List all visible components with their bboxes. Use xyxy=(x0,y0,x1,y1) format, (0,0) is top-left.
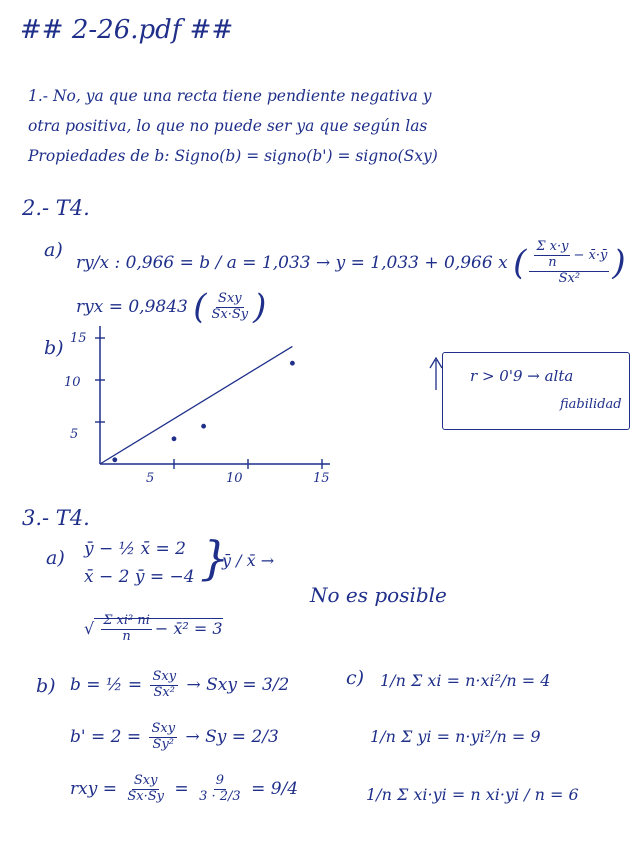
q2-a-correlation: ryx = 0,9843 xyxy=(76,297,188,318)
frac-num: Sxy xyxy=(152,669,177,684)
data-point xyxy=(172,436,177,441)
q3-a-label: a) xyxy=(46,547,65,569)
arrow-icon xyxy=(430,358,442,390)
frac-den: Sx·Sy xyxy=(127,788,164,804)
q3-c-line-1: 1/n Σ xi = n·xi²/n = 4 xyxy=(380,671,551,690)
text: = xyxy=(174,778,189,799)
paren-right: ) xyxy=(612,242,626,283)
frac-den: Sx² xyxy=(153,684,175,700)
q1-line-2: otra positiva, lo que no puede ser ya que según las xyxy=(28,117,428,135)
q1-line-1: 1.- No, ya que una recta tiene pendiente negativa y xyxy=(28,87,432,105)
paren-left: ( xyxy=(193,287,207,327)
brace: } xyxy=(200,531,230,585)
fraction xyxy=(125,774,166,805)
q3-b-line-1 xyxy=(70,670,289,701)
q2-a-regression: ry/x : 0,966 = b / a = 1,033 → y = 1,033 + 0,966 x xyxy=(76,252,508,273)
q3-c-label: c) xyxy=(346,667,365,689)
x-tick-label: 15 xyxy=(313,471,330,486)
q2-a-label: a) xyxy=(44,239,63,261)
y-tick-label: 5 xyxy=(70,427,79,442)
root-tail: − x̄² = 3 xyxy=(154,618,223,638)
note-box xyxy=(442,352,630,430)
x-tick-label: 5 xyxy=(146,471,155,486)
q3-b-line-2 xyxy=(70,722,279,753)
fraction xyxy=(149,722,177,753)
q3-a-eq-1: ȳ − ½ x̄ = 2 xyxy=(84,539,186,559)
data-point xyxy=(112,457,117,462)
q3-no-posible: No es posible xyxy=(310,583,447,607)
fit-line xyxy=(100,346,292,464)
frac-den: Sy² xyxy=(152,736,175,752)
data-point xyxy=(290,361,295,366)
q3-heading: 3.- T4. xyxy=(22,506,90,530)
fraction xyxy=(150,670,178,701)
sqrt-sign: √ xyxy=(84,618,95,638)
frac-tail: − x̄·ȳ xyxy=(573,247,608,263)
fraction xyxy=(101,614,152,645)
frac-den: 3 · 2/3 xyxy=(199,788,241,804)
frac-den: Sx·Sy xyxy=(211,307,249,323)
fraction xyxy=(197,774,243,805)
q3-a-result: ȳ / x̄ → xyxy=(222,551,275,570)
x-tick-label: 10 xyxy=(226,471,243,486)
q3-b-line-3 xyxy=(70,774,298,805)
q3-c-line-2: 1/n Σ yi = n·yi²/n = 9 xyxy=(370,727,541,746)
frac-den: n xyxy=(548,254,557,270)
q3-b-label: b) xyxy=(36,675,56,697)
sqrt-body xyxy=(94,613,223,644)
note-text-2: fiabilidad xyxy=(560,397,622,412)
q2-heading: 2.- T4. xyxy=(22,196,90,220)
frac-num: Σ x·y xyxy=(536,239,569,254)
page-title: ## 2-26.pdf ## xyxy=(20,15,234,45)
frac-num: Σ xi² ni xyxy=(103,613,150,628)
q2-b-label: b) xyxy=(44,337,64,359)
y-tick-label: 15 xyxy=(70,331,87,346)
text: = 9/4 xyxy=(251,778,299,799)
frac-num: Sxy xyxy=(218,291,242,307)
data-point xyxy=(201,424,206,429)
frac-num: Sxy xyxy=(151,721,176,736)
q3-a-root xyxy=(84,614,223,645)
paren-left: ( xyxy=(513,242,527,283)
q3-c-line-3: 1/n Σ xi·yi = n xi·yi / n = 6 xyxy=(366,785,579,804)
frac-den: n xyxy=(122,628,131,644)
frac-den: Sx² xyxy=(558,270,581,286)
frac-num: Sxy xyxy=(133,773,158,788)
text: b' = 2 = xyxy=(70,726,142,747)
text: b = ½ = xyxy=(70,674,143,695)
text: → Sxy = 3/2 xyxy=(186,674,290,695)
frac-num: 9 xyxy=(215,773,224,788)
paren-right: ) xyxy=(253,287,267,327)
text: rxy = xyxy=(70,778,117,799)
note-text: r > 0'9 → alta xyxy=(470,367,574,385)
text: → Sy = 2/3 xyxy=(185,726,279,747)
q3-a-eq-2: x̄ − 2 ȳ = −4 xyxy=(84,567,195,587)
q1-line-3: Propiedades de b: Signo(b) = signo(b') = signo(Sxy) xyxy=(28,147,438,165)
y-tick-label: 10 xyxy=(64,375,81,390)
